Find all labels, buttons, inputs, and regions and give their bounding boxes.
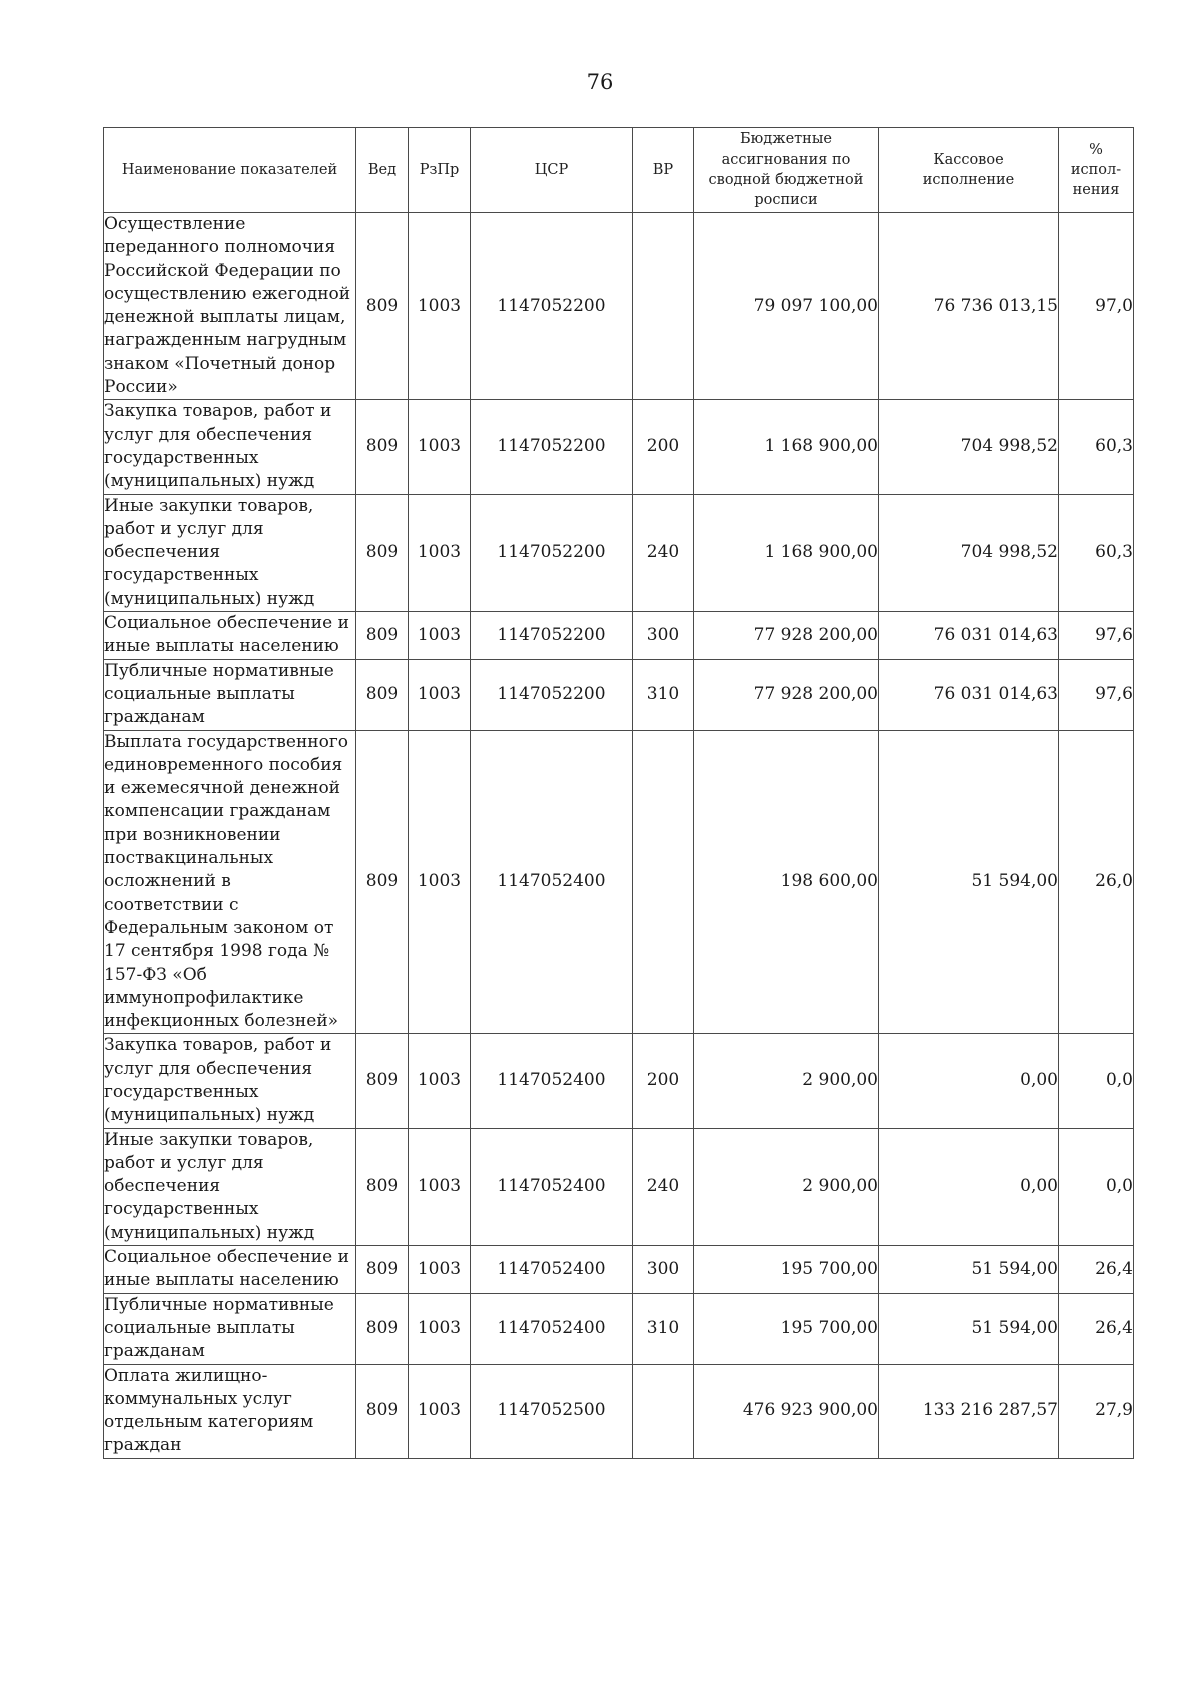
table-row [104, 612, 1134, 660]
row-cash: 704 998,52 [879, 400, 1059, 494]
row-assigned: 79 097 100,00 [694, 213, 879, 400]
row-vr: 240 [633, 1128, 694, 1245]
row-cash: 0,00 [879, 1128, 1059, 1245]
row-csr: 1147052400 [471, 1128, 633, 1245]
table-row [104, 400, 1134, 494]
row-csr: 1147052200 [471, 612, 633, 660]
row-cash: 51 594,00 [879, 1293, 1059, 1364]
table-row [104, 1128, 1134, 1245]
row-name: Иные закупки товаров, работ и услуг для обеспечения государственных (муниципальных) нужд [104, 1128, 356, 1245]
row-assigned: 2 900,00 [694, 1128, 879, 1245]
row-ved: 809 [356, 213, 409, 400]
row-cash: 51 594,00 [879, 1246, 1059, 1294]
row-assigned: 2 900,00 [694, 1034, 879, 1128]
table-row [104, 1246, 1134, 1294]
row-name: Социальное обеспечение и иные выплаты населению [104, 612, 356, 660]
header-rzpr: РзПр [409, 128, 471, 213]
row-ved: 809 [356, 400, 409, 494]
row-assigned: 198 600,00 [694, 730, 879, 1034]
row-cash: 704 998,52 [879, 494, 1059, 611]
header-vr: ВР [633, 128, 694, 213]
table-row [104, 494, 1134, 611]
row-cash: 51 594,00 [879, 730, 1059, 1034]
header-ved: Вед [356, 128, 409, 213]
row-ved: 809 [356, 494, 409, 611]
row-percent: 0,0 [1059, 1034, 1134, 1128]
row-ved: 809 [356, 1128, 409, 1245]
row-vr [633, 1364, 694, 1458]
row-cash: 76 031 014,63 [879, 612, 1059, 660]
row-csr: 1147052400 [471, 730, 633, 1034]
row-name: Оплата жилищно-коммунальных услуг отдельным категориям граждан [104, 1364, 356, 1458]
row-assigned: 195 700,00 [694, 1293, 879, 1364]
row-assigned: 195 700,00 [694, 1246, 879, 1294]
header-csr: ЦСР [471, 128, 633, 213]
row-assigned: 1 168 900,00 [694, 494, 879, 611]
row-csr: 1147052400 [471, 1034, 633, 1128]
row-percent: 26,0 [1059, 730, 1134, 1034]
row-percent: 26,4 [1059, 1293, 1134, 1364]
row-assigned: 1 168 900,00 [694, 400, 879, 494]
row-name: Публичные нормативные социальные выплаты гражданам [104, 1293, 356, 1364]
table-row [104, 213, 1134, 400]
row-percent: 97,6 [1059, 612, 1134, 660]
row-percent: 97,6 [1059, 659, 1134, 730]
table-row [104, 1364, 1134, 1458]
row-csr: 1147052200 [471, 659, 633, 730]
row-percent: 60,3 [1059, 494, 1134, 611]
row-csr: 1147052200 [471, 494, 633, 611]
row-ved: 809 [356, 1246, 409, 1294]
row-vr: 200 [633, 400, 694, 494]
row-cash: 133 216 287,57 [879, 1364, 1059, 1458]
page-number: 76 [586, 70, 614, 94]
row-vr [633, 730, 694, 1034]
row-ved: 809 [356, 730, 409, 1034]
row-cash: 76 031 014,63 [879, 659, 1059, 730]
table-row [104, 730, 1134, 1034]
header-percent: % испол-нения [1059, 128, 1134, 213]
row-percent: 97,0 [1059, 213, 1134, 400]
row-ved: 809 [356, 612, 409, 660]
row-csr: 1147052500 [471, 1364, 633, 1458]
table-row [104, 1293, 1134, 1364]
row-csr: 1147052200 [471, 400, 633, 494]
row-csr: 1147052200 [471, 213, 633, 400]
row-name: Публичные нормативные социальные выплаты гражданам [104, 659, 356, 730]
table-header-row [104, 128, 1134, 213]
row-assigned: 476 923 900,00 [694, 1364, 879, 1458]
row-name: Выплата государственного единовременного пособия и ежемесячной денежной компенсации гражданам при возникновении поствакцинальных осложнений в соответствии с Федеральным законом от 17 сентября 1998 года № 157-ФЗ «Об иммунопрофилактике инфекционных болезней» [104, 730, 356, 1034]
row-vr: 300 [633, 1246, 694, 1294]
table-row [104, 659, 1134, 730]
row-rzpr: 1003 [409, 494, 471, 611]
row-csr: 1147052400 [471, 1293, 633, 1364]
row-rzpr: 1003 [409, 1246, 471, 1294]
row-vr: 310 [633, 659, 694, 730]
row-name: Закупка товаров, работ и услуг для обеспечения государственных (муниципальных) нужд [104, 400, 356, 494]
row-ved: 809 [356, 659, 409, 730]
row-percent: 26,4 [1059, 1246, 1134, 1294]
row-rzpr: 1003 [409, 213, 471, 400]
budget-table [103, 127, 1134, 1459]
row-csr: 1147052400 [471, 1246, 633, 1294]
row-rzpr: 1003 [409, 1364, 471, 1458]
row-vr [633, 213, 694, 400]
header-assigned: Бюджетные ассигнования по сводной бюджетной росписи [694, 128, 879, 213]
row-name: Социальное обеспечение и иные выплаты населению [104, 1246, 356, 1294]
row-name: Иные закупки товаров, работ и услуг для обеспечения государственных (муниципальных) нужд [104, 494, 356, 611]
row-rzpr: 1003 [409, 730, 471, 1034]
row-name: Осуществление переданного полномочия Российской Федерации по осуществлению ежегодной денежной выплаты лицам, награжденным нагрудным знаком «Почетный донор России» [104, 213, 356, 400]
row-rzpr: 1003 [409, 612, 471, 660]
header-name: Наименование показателей [104, 128, 356, 213]
row-cash: 0,00 [879, 1034, 1059, 1128]
row-assigned: 77 928 200,00 [694, 612, 879, 660]
row-percent: 27,9 [1059, 1364, 1134, 1458]
table-row [104, 1034, 1134, 1128]
row-rzpr: 1003 [409, 1293, 471, 1364]
row-assigned: 77 928 200,00 [694, 659, 879, 730]
row-ved: 809 [356, 1364, 409, 1458]
row-rzpr: 1003 [409, 1034, 471, 1128]
header-cash: Кассовое исполнение [879, 128, 1059, 213]
row-percent: 0,0 [1059, 1128, 1134, 1245]
row-ved: 809 [356, 1293, 409, 1364]
row-ved: 809 [356, 1034, 409, 1128]
row-percent: 60,3 [1059, 400, 1134, 494]
row-cash: 76 736 013,15 [879, 213, 1059, 400]
row-rzpr: 1003 [409, 659, 471, 730]
row-rzpr: 1003 [409, 400, 471, 494]
row-vr: 200 [633, 1034, 694, 1128]
row-vr: 240 [633, 494, 694, 611]
row-rzpr: 1003 [409, 1128, 471, 1245]
row-vr: 310 [633, 1293, 694, 1364]
row-name: Закупка товаров, работ и услуг для обеспечения государственных (муниципальных) нужд [104, 1034, 356, 1128]
row-vr: 300 [633, 612, 694, 660]
